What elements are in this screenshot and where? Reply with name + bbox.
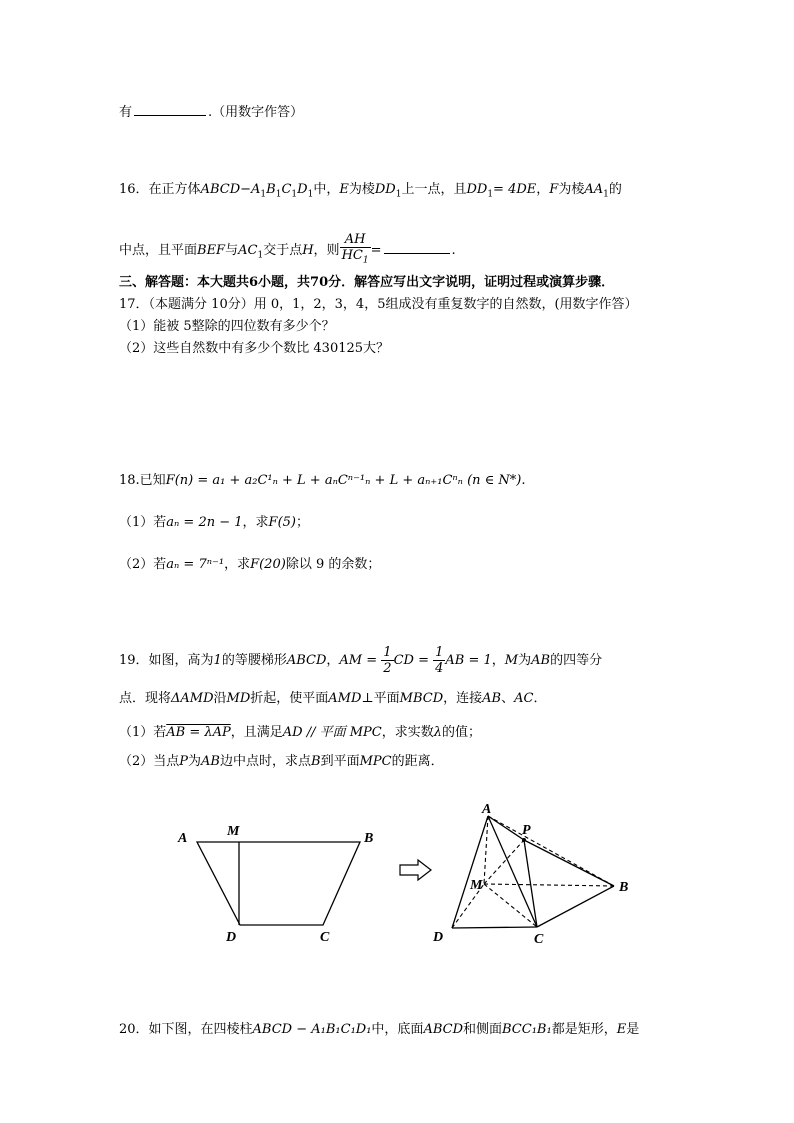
q16-eq-right: = 4DE <box>493 182 537 197</box>
q18-text: ，求 <box>242 515 269 530</box>
q16-text: 为棱 <box>558 182 585 197</box>
q20-text: 是 <box>626 1022 640 1037</box>
q20-math: BCC₁B₁ <box>502 1022 552 1037</box>
q20-text: 和侧面 <box>463 1022 503 1037</box>
q19-math: AM = <box>339 653 378 668</box>
q19-text: 为 <box>188 754 202 769</box>
q16-DD1: DD <box>374 182 396 197</box>
frac-num: AH <box>340 232 371 248</box>
q20-text: 20．如下图，在四棱柱 <box>119 1022 253 1037</box>
q16-text: 与 <box>225 242 239 258</box>
label-M: M <box>470 878 483 893</box>
q17-stem: 17．（本题满分 10分）用 0，1，2，3，4，5组成没有重复数字的自然数，(用数字作答） <box>119 297 638 312</box>
section-heading: 三、解答题：本大题共6小题，共70分．解答应写出文字说明，证明过程或演算步骤． <box>119 275 615 290</box>
q16-text: 中， <box>313 182 340 197</box>
q16-BEF: BEF <box>197 242 226 258</box>
q17-part2: （2）这些自然数中有多少个数比 430125大？ <box>119 341 390 356</box>
q18-text: 18.已知 <box>119 473 166 488</box>
q19-math: AB <box>531 653 551 668</box>
q18-formula: aₙ = 2n − 1 <box>166 515 243 530</box>
frac-num: 1 <box>383 645 392 660</box>
q20-line <box>119 1021 639 1039</box>
q19-math: M <box>504 653 519 668</box>
frac-den: 4 <box>435 661 444 676</box>
q19-math: MBCD <box>399 691 444 706</box>
q19-text: ，且满足 <box>230 725 283 740</box>
label-B: B <box>364 831 374 846</box>
q16-eq: = <box>370 242 382 258</box>
q19-line1 <box>119 645 602 677</box>
q19-text: ， <box>491 653 505 668</box>
q16-text: 为棱 <box>348 182 375 197</box>
q19-math: λ <box>433 725 443 740</box>
q20-text: 都是矩形， <box>551 1022 617 1037</box>
q19-line2 <box>119 690 547 708</box>
label-A: A <box>178 831 188 846</box>
q19-text: 边中点时，求点 <box>220 754 312 769</box>
q19-math: AB <box>201 754 220 769</box>
q18-formula: F(5) <box>268 515 296 530</box>
answer-blank <box>134 103 206 116</box>
q16-AC1: AC <box>238 242 258 258</box>
q19-part1 <box>119 724 481 742</box>
q19-math: ΔAMD <box>171 691 214 706</box>
q15-prefix: 有 <box>119 105 133 120</box>
q19-math: ⊥ <box>361 691 374 706</box>
q16-text: 的 <box>608 182 622 197</box>
q16-number: 16． <box>119 182 149 197</box>
q16-cube2: A <box>251 182 261 197</box>
q18-text: （1）若 <box>119 515 167 530</box>
q16-dash: − <box>240 182 252 197</box>
q15-tail <box>119 103 303 122</box>
q16-cube: ABCD <box>200 182 241 197</box>
q19-text: 的值； <box>442 725 482 740</box>
q19-text: ， <box>326 653 340 668</box>
q15-suffix: .（用数字作答） <box>208 105 304 120</box>
label-M: M <box>227 824 240 839</box>
q16-text: ，则 <box>313 242 340 258</box>
q19-text: 的四等分 <box>550 653 603 668</box>
q19-text: 沿 <box>213 691 227 706</box>
frac-num: 1 <box>435 645 444 660</box>
q18-text: ； <box>295 515 309 530</box>
q16-fraction <box>340 232 371 269</box>
q19-text: ，求实数 <box>381 725 434 740</box>
q18-part2 <box>119 556 380 574</box>
frac-den: $HC_1$ <box>341 248 369 266</box>
q19-half <box>381 645 393 676</box>
q16-E: E <box>339 182 349 197</box>
q19-text: ． <box>533 691 547 706</box>
label-A: A <box>482 802 492 817</box>
q18-text: （2）若 <box>119 557 167 572</box>
q16-line2: 中点，且平面BEF与$AC_1$交于点H，则 $\frac{AH}{HC_1}$ = . <box>119 232 456 271</box>
q18-text: 除以 9 的余数； <box>285 557 381 572</box>
q19-math: ABCD <box>286 653 327 668</box>
q16-text: ， <box>536 182 550 197</box>
answer-blank <box>384 241 450 254</box>
q19-part2 <box>119 753 444 771</box>
q18-text: ，求 <box>224 557 251 572</box>
q19-text: 的等腰梯形 <box>221 653 287 668</box>
q20-math: ABCD <box>423 1022 463 1037</box>
q17-part1: （1）能被 5整除的四位数有多少个？ <box>119 319 335 334</box>
q16-text: 上一点，且 <box>401 182 467 197</box>
q19-math: P <box>179 754 189 769</box>
q19-quarter <box>433 645 445 676</box>
q20-math: ABCD − A₁B₁C₁D₁ <box>252 1022 372 1037</box>
q16-AA1: AA <box>584 182 604 197</box>
label-B: B <box>619 880 629 895</box>
q19-text: 的距离． <box>391 754 444 769</box>
q19-math: MPC <box>359 754 392 769</box>
q19-text: 点．现将 <box>119 691 172 706</box>
pyramid-figure <box>428 800 638 950</box>
q16-F: F <box>549 182 559 197</box>
trapezoid-figure <box>170 815 390 955</box>
q19-math: AB = λAP <box>166 725 231 740</box>
q18-text: . <box>521 473 526 488</box>
q16-H: H <box>302 242 314 258</box>
q16-text: 交于点 <box>263 242 303 258</box>
frac-den: 2 <box>383 661 392 676</box>
q18-formula: F(n) = a₁ + a₂C¹ₙ + L + aₙCⁿ⁻¹ₙ + L + aₙ₊₁Cⁿₙ (n ∈ N*) <box>165 473 522 488</box>
q20-math: E <box>616 1022 627 1037</box>
label-C: C <box>534 932 544 947</box>
q19-math: AB <box>482 691 502 706</box>
q19-math: 1 <box>213 653 222 668</box>
q16-text: 在正方体 <box>148 182 201 197</box>
q16-eq-left: DD <box>466 182 488 197</box>
q19-math: AC <box>514 691 534 706</box>
q19-math: B <box>311 754 321 769</box>
q19-text: 为 <box>518 653 532 668</box>
q19-text: 到平面 <box>320 754 360 769</box>
trapezoid-outline <box>197 842 360 925</box>
q20-text: 中，底面 <box>371 1022 424 1037</box>
q19-math: CD = <box>393 653 429 668</box>
q16-line1: 16．在正方体$ABCD-A_1B_1C_1D_1$中，E为棱$DD_1$上一点，且$DD_1= 4DE$，F为棱$AA_1$的 <box>119 182 622 200</box>
q18-part1 <box>119 514 309 532</box>
q19-math: AB = 1 <box>445 653 492 668</box>
q19-text: 、 <box>501 691 515 706</box>
q18-formula: F(20) <box>250 557 286 572</box>
q19-math: AMD <box>328 691 362 706</box>
label-D: D <box>433 930 444 945</box>
q19-text: 19．如图，高为 <box>119 653 214 668</box>
q18-stem <box>119 472 526 490</box>
label-P: P <box>522 823 531 838</box>
q19-text: （2）当点 <box>119 754 180 769</box>
q19-text: 平面 <box>373 691 400 706</box>
q18-formula: aₙ = 7ⁿ⁻¹ <box>166 557 225 572</box>
q19-text: 折起，使平面 <box>250 691 329 706</box>
label-D: D <box>226 930 237 945</box>
q16-text: 中点，且平面 <box>119 242 198 258</box>
q19-text: ，连接 <box>443 691 483 706</box>
q19-math: AD // 平面 MPC <box>282 725 382 740</box>
q19-math: MD <box>226 691 251 706</box>
q19-text: （1）若 <box>119 725 167 740</box>
label-C: C <box>320 930 330 945</box>
